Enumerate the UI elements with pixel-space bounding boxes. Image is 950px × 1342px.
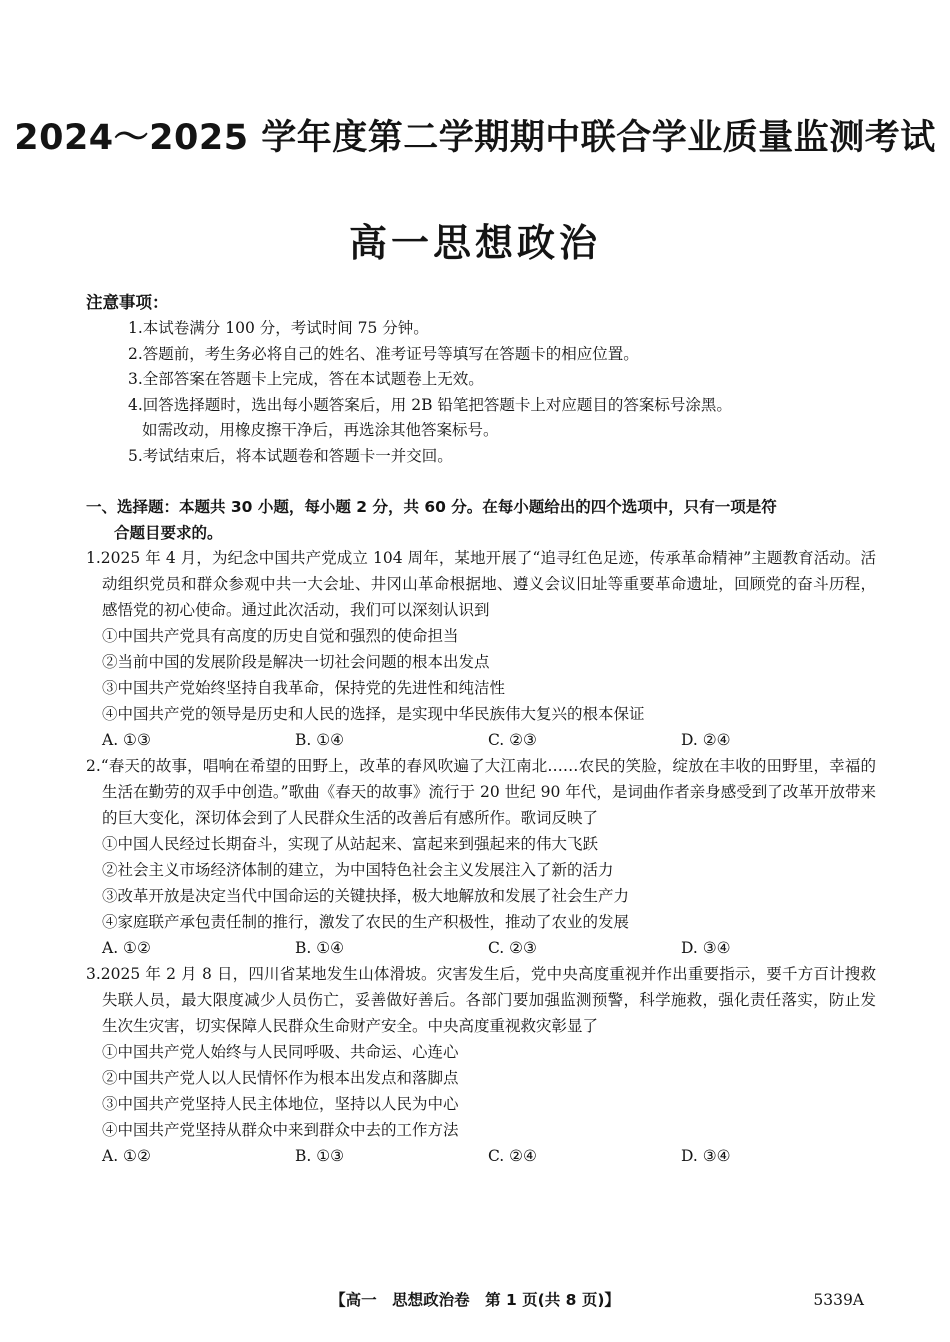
statement: ②社会主义市场经济体制的建立，为中国特色社会主义发展注入了新的活力 bbox=[102, 861, 614, 879]
statement: ③中国共产党始终坚持自我革命，保持党的先进性和纯洁性 bbox=[102, 679, 506, 697]
notice-block bbox=[86, 290, 876, 469]
option-d: D. ③④ bbox=[681, 1147, 731, 1165]
notice-item-continuation: 如需改动，用橡皮擦干净后，再选涂其他答案标号。 bbox=[142, 421, 499, 439]
exam-code: 5339A bbox=[813, 1291, 864, 1309]
option-b: B. ①③ bbox=[295, 1147, 345, 1165]
question-stem: 3.2025 年 2 月 8 日，四川省某地发生山体滑坡。灾害发生后，党中央高度重视并作出重要指示，要千方百计搜救失联人员，最大限度减少人员伤亡，妥善做好善后。各部门要加强监测预警，科学施救，强化责任落实，防止发生次生灾害，切实保障人民群众生命财产安全。中央高度重视救灾彰显了 bbox=[86, 965, 876, 1035]
section-heading bbox=[86, 494, 876, 546]
notice-item: 2.答题前，考生务必将自己的姓名、准考证号等填写在答题卡的相应位置。 bbox=[128, 344, 639, 363]
option-d: D. ②④ bbox=[681, 731, 731, 749]
answer-options bbox=[86, 935, 876, 961]
exam-title: 2024～2025 学年度第二学期期中联合学业质量监测考试 bbox=[14, 118, 936, 158]
statement: ①中国共产党人始终与人民同呼吸、共命运、心连心 bbox=[102, 1043, 459, 1061]
exam-subject: 高一思想政治 bbox=[348, 221, 601, 265]
statement: ④中国共产党坚持从群众中来到群众中去的工作方法 bbox=[102, 1121, 459, 1139]
notice-heading: 注意事项： bbox=[86, 293, 169, 312]
option-c: C. ②④ bbox=[488, 1147, 537, 1165]
page-footer bbox=[0, 1288, 950, 1312]
question-list bbox=[86, 545, 876, 1169]
statement: ④中国共产党的领导是历史和人民的选择，是实现中华民族伟大复兴的根本保证 bbox=[102, 705, 645, 723]
question-1 bbox=[86, 545, 876, 753]
option-c: C. ②③ bbox=[488, 731, 537, 749]
question-stem: 2.“春天的故事，唱响在希望的田野上，改革的春风吹遍了大江南北……农民的笑脸，绽放在丰收的田野里，幸福的生活在勤劳的双手中创造。”歌曲《春天的故事》流行于 20 世纪 90 年代，是词曲作者亲身感受到了改革开放带来的巨大变化，深切体会到了人民群众生活的改善后有感所作。歌词反映了 bbox=[86, 757, 876, 827]
option-b: B. ①④ bbox=[295, 731, 345, 749]
question-3 bbox=[86, 961, 876, 1169]
question-stem: 1.2025 年 4 月，为纪念中国共产党成立 104 周年，某地开展了“追寻红色足迹，传承革命精神”主题教育活动。活动组织党员和群众参观中共一大会址、井冈山革命根据地、遵义会议旧址等重要革命遗址，回顾党的奋斗历程，感悟党的初心使命。通过此次活动，我们可以深刻认识到 bbox=[86, 549, 876, 619]
statement: ③改革开放是决定当代中国命运的关键抉择，极大地解放和发展了社会生产力 bbox=[102, 887, 630, 905]
option-b: B. ①④ bbox=[295, 939, 345, 957]
answer-options bbox=[86, 727, 876, 753]
answer-options bbox=[86, 1143, 876, 1169]
statement: ③中国共产党坚持人民主体地位，坚持以人民为中心 bbox=[102, 1095, 459, 1113]
question-2 bbox=[86, 753, 876, 961]
statement: ②中国共产党人以人民情怀作为根本出发点和落脚点 bbox=[102, 1069, 459, 1087]
option-a: A. ①③ bbox=[102, 731, 151, 749]
statement: ②当前中国的发展阶段是解决一切社会问题的根本出发点 bbox=[102, 653, 490, 671]
statement: ①中国人民经过长期奋斗，实现了从站起来、富起来到强起来的伟大飞跃 bbox=[102, 835, 599, 853]
option-c: C. ②③ bbox=[488, 939, 537, 957]
option-a: A. ①② bbox=[102, 1147, 151, 1165]
statement: ④家庭联产承包责任制的推行，激发了农民的生产积极性，推动了农业的发展 bbox=[102, 913, 630, 931]
notice-item: 1.本试卷满分 100 分，考试时间 75 分钟。 bbox=[128, 319, 429, 337]
notice-item: 4.回答选择题时，选出每小题答案后，用 2B 铅笔把答题卡上对应题目的答案标号涂黑。 bbox=[128, 395, 732, 414]
notice-item: 5.考试结束后，将本试题卷和答题卡一并交回。 bbox=[128, 446, 453, 465]
option-d: D. ③④ bbox=[681, 939, 731, 957]
statement: ①中国共产党具有高度的历史自觉和强烈的使命担当 bbox=[102, 627, 459, 645]
notice-item: 3.全部答案在答题卡上完成，答在本试题卷上无效。 bbox=[128, 370, 484, 388]
section-heading-line: 合题目要求的。 bbox=[114, 524, 223, 542]
section-heading-line: 一、选择题：本题共 30 小题，每小题 2 分，共 60 分。在每小题给出的四个选项中，只有一项是符 bbox=[86, 498, 777, 516]
option-a: A. ①② bbox=[102, 939, 151, 957]
page-number-label: 【高一 思想政治卷 第 1 页(共 8 页)】 bbox=[330, 1291, 620, 1309]
